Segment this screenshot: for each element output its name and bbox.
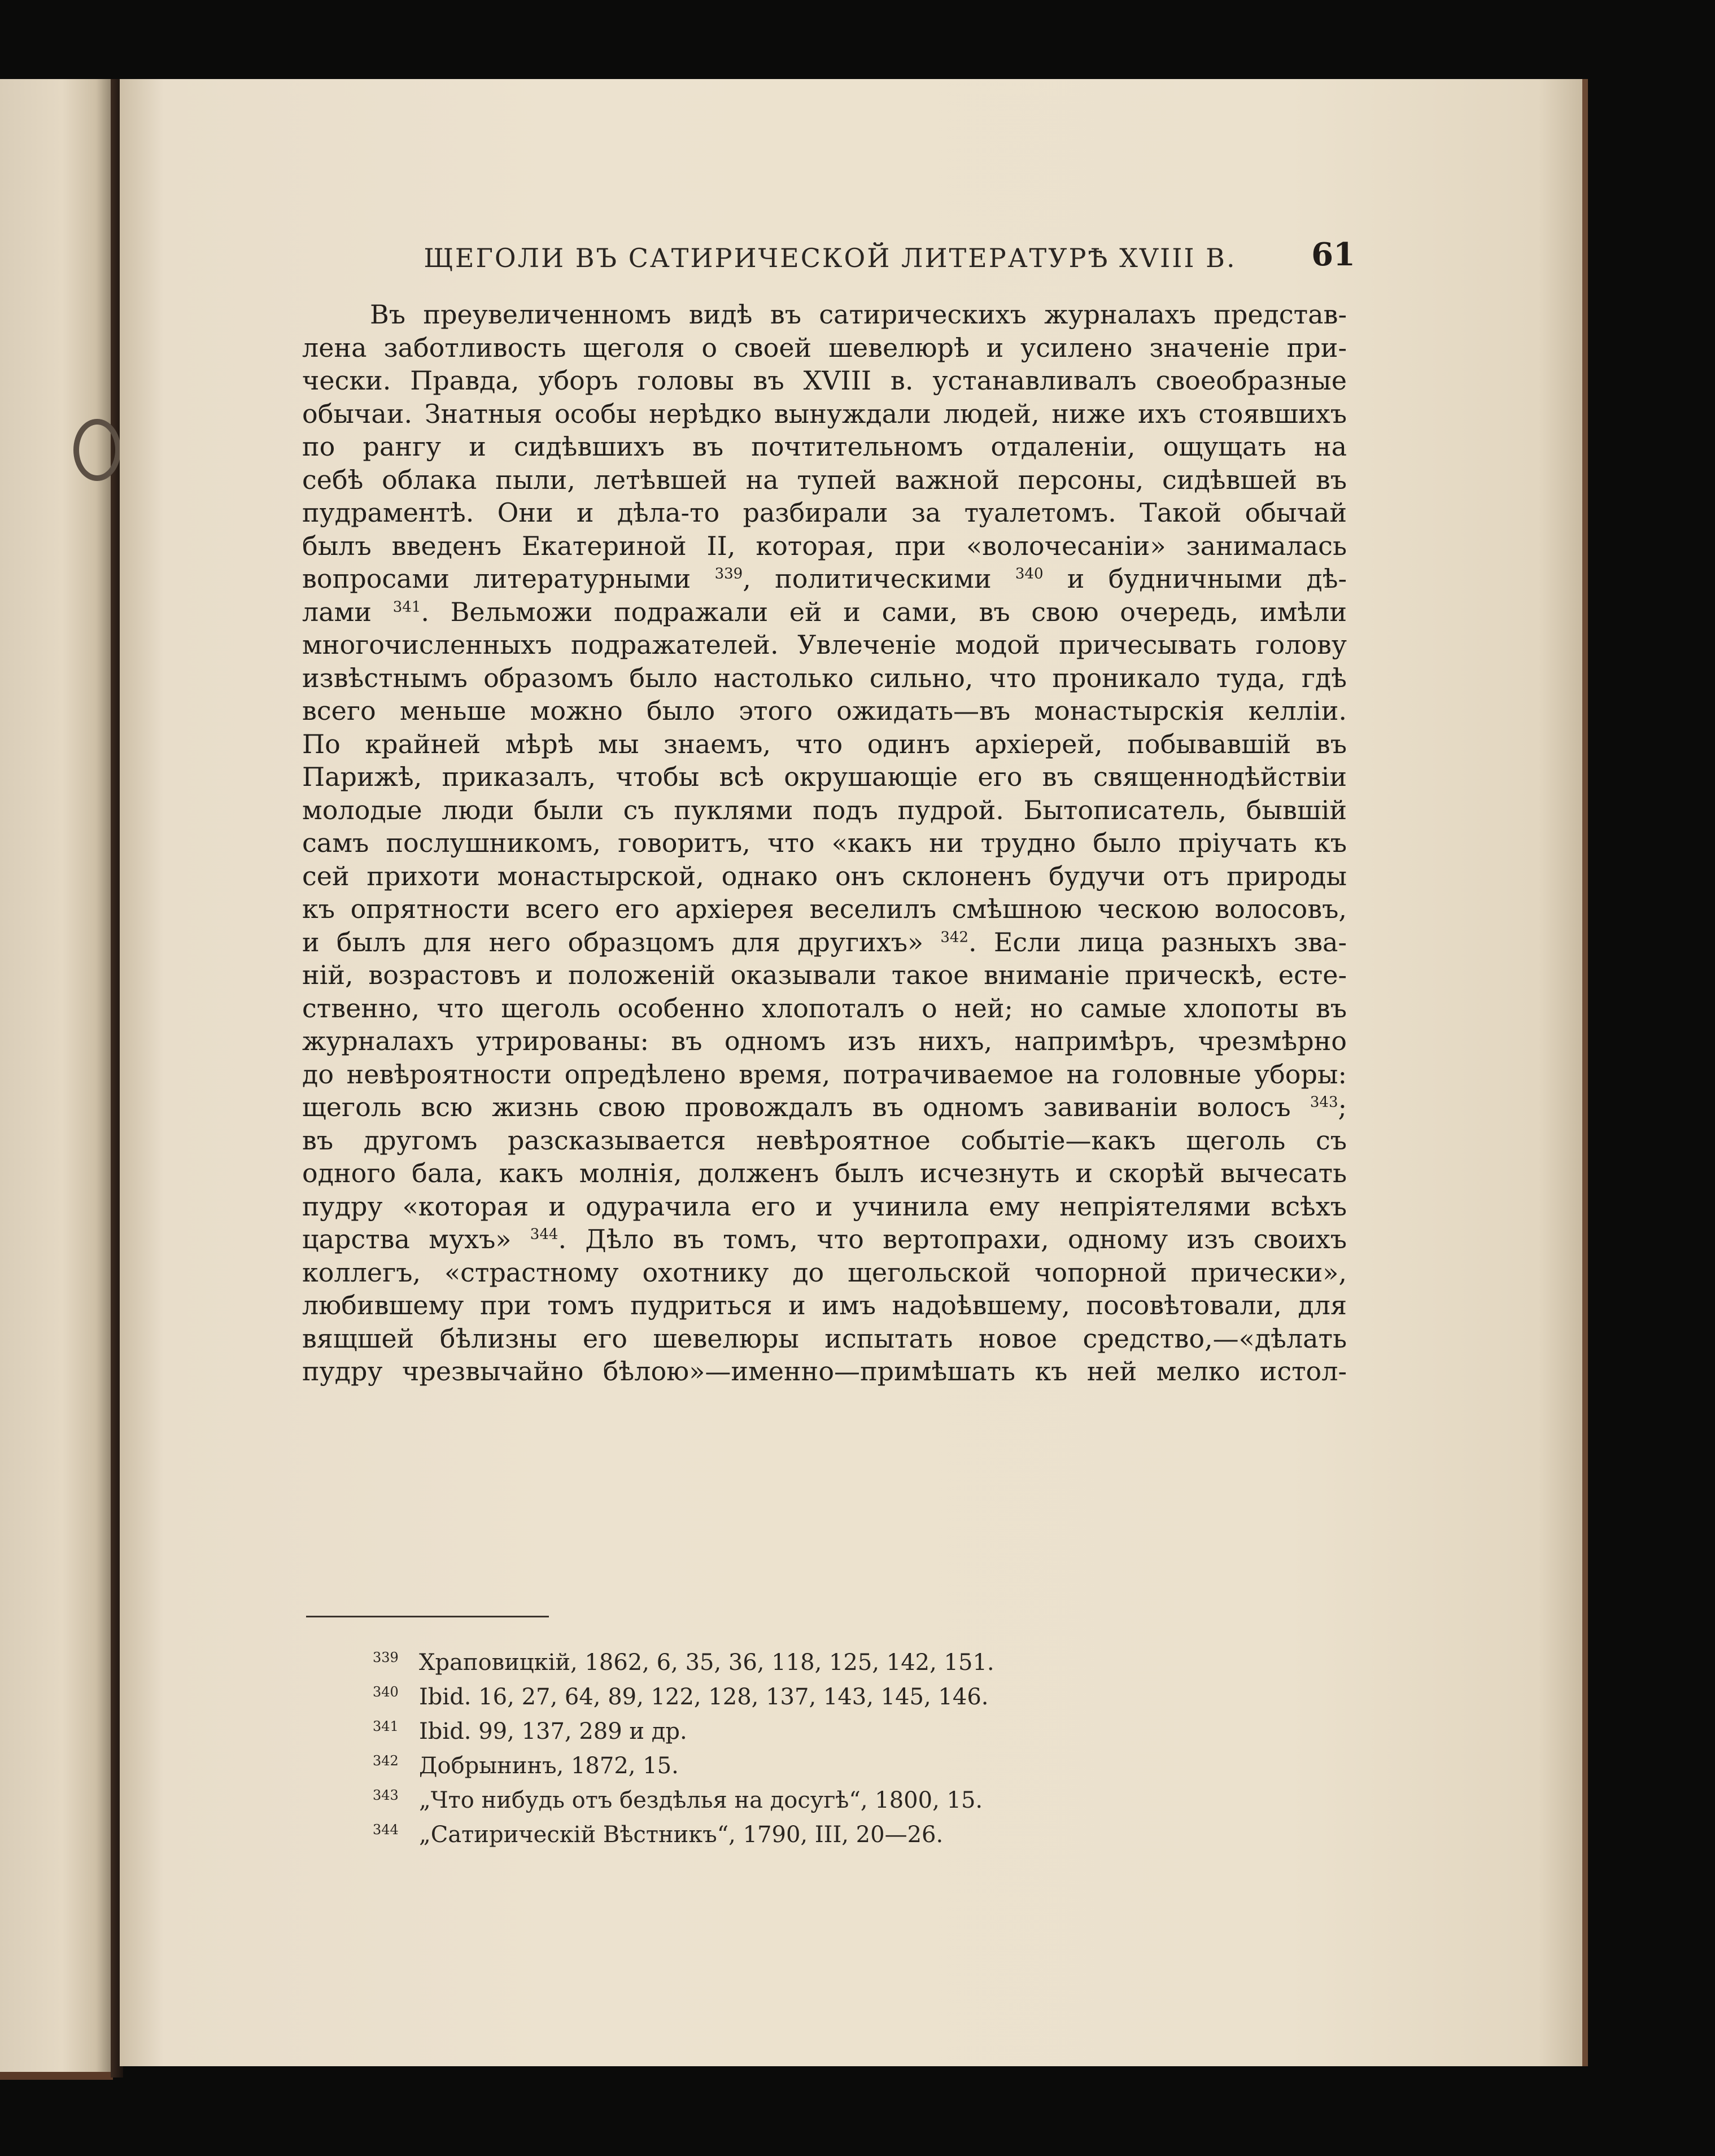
running-head bbox=[316, 243, 1344, 288]
footnote-number: 344 bbox=[373, 1822, 399, 1838]
footnote-number: 339 bbox=[373, 1650, 399, 1665]
text-seg: ; bbox=[1338, 1092, 1347, 1122]
footnote-ref[interactable]: 340 bbox=[1015, 565, 1044, 583]
footnote-number: 341 bbox=[373, 1718, 399, 1734]
text-seg: , политическими bbox=[743, 563, 1015, 594]
text-line: до невѣроятности опредѣлено время, потрачиваемое на головные уборы: bbox=[302, 1059, 1347, 1090]
text-seg: и былъ для него образцомъ для другихъ» bbox=[302, 926, 941, 957]
text-line: къ опрятности всего его архiерея веселилъ смѣшною ческою волосовъ, bbox=[302, 894, 1347, 924]
footnote-text: Храповицкiй, 1862, 6, 35, 36, 118, 125, 142, 151. bbox=[419, 1650, 994, 1676]
text-line: всего меньше можно было этого ожидать—въ монастырскiя келлiи. bbox=[302, 696, 1347, 726]
page-number: 61 bbox=[1311, 236, 1355, 273]
footnote-number: 343 bbox=[373, 1787, 399, 1803]
footnote-ref[interactable]: 344 bbox=[530, 1226, 558, 1243]
text-seg: вопросами литературными bbox=[302, 563, 715, 594]
footnote-text: „Сатирическiй Вѣстникъ“, 1790, III, 20—26. bbox=[419, 1822, 944, 1848]
text-line: извѣстнымъ образомъ было настолько сильно, что проникало туда, гдѣ bbox=[302, 662, 1347, 693]
text-line: самъ послушникомъ, говоритъ, что «какъ ни трудно было прiучать къ bbox=[302, 828, 1347, 858]
text-line-with-refs bbox=[302, 926, 1347, 959]
running-head-title: ЩЕГОЛИ ВЪ САТИРИЧЕСКОЙ ЛИТЕРАТУРѢ XVIII В. bbox=[424, 243, 1237, 273]
footnote-text: Ibid. 16, 27, 64, 89, 122, 128, 137, 143, 145, 146. bbox=[419, 1684, 989, 1710]
text-line: одного бала, какъ молнiя, долженъ былъ исчезнуть и скорѣй вычесать bbox=[302, 1158, 1347, 1188]
text-line: коллегъ, «страстному охотнику до щегольской чопорной прически», bbox=[302, 1257, 1347, 1288]
text-line: Въ преувеличенномъ видѣ въ сатирическихъ журналахъ представ- bbox=[370, 299, 1347, 330]
text-seg: щеголь всю жизнь свою провождалъ въ одномъ завиванiи волосъ bbox=[302, 1092, 1310, 1122]
binding-ring bbox=[73, 419, 121, 481]
text-line: пудру чрезвычайно бѣлою»—именно—примѣшать къ ней мелко истол- bbox=[302, 1356, 1347, 1387]
footnote-text: „Что нибудь отъ бездѣлья на досугѣ“, 1800, 15. bbox=[419, 1787, 983, 1813]
text-line: въ другомъ разсказывается невѣроятное событiе—какъ щеголь съ bbox=[302, 1125, 1347, 1156]
footnote-ref[interactable]: 343 bbox=[1310, 1094, 1338, 1111]
text-seg: . Если лица разныхъ зва- bbox=[968, 926, 1347, 957]
text-line: пудру «которая и одурачила его и учинила ему непрiятелями всѣхъ bbox=[302, 1191, 1347, 1222]
text-line: По крайней мѣрѣ мы знаемъ, что одинъ архiерей, побывавшiй въ bbox=[302, 728, 1347, 759]
footnotes bbox=[373, 1641, 1333, 1847]
text-line: пудраментѣ. Они и дѣла-то разбирали за туалетомъ. Такой обычай bbox=[302, 497, 1347, 528]
footnote-divider bbox=[306, 1616, 549, 1617]
text-line: ственно, что щеголь особенно хлопоталъ о ней; но самые хлопоты въ bbox=[302, 992, 1347, 1024]
text-line: Парижѣ, приказалъ, чтобы всѣ окрушающiе его въ священнодѣйствiи bbox=[302, 762, 1347, 792]
footnote bbox=[373, 1709, 1333, 1744]
footnote bbox=[373, 1744, 1333, 1778]
text-line-with-refs bbox=[302, 1223, 1347, 1256]
text-line: многочисленныхъ подражателей. Увлеченiе модой причесывать голову bbox=[302, 629, 1347, 660]
footnote-ref[interactable]: 339 bbox=[714, 565, 743, 583]
footnote-text: Ibid. 99, 137, 289 и др. bbox=[419, 1718, 687, 1744]
footnote-number: 342 bbox=[373, 1753, 399, 1769]
footnote-ref[interactable]: 341 bbox=[392, 598, 421, 616]
body-text bbox=[302, 298, 1347, 1388]
text-line: вящшей бѣлизны его шевелюры испытать новое средство,—«дѣлать bbox=[302, 1323, 1347, 1354]
text-line: сей прихоти монастырской, однако онъ склоненъ будучи отъ природы bbox=[302, 860, 1347, 891]
text-line: лена заботливость щеголя о своей шевелюрѣ и усилено значенiе при- bbox=[302, 332, 1347, 363]
footnote-ref[interactable]: 342 bbox=[940, 929, 969, 946]
text-line: по рангу и сидѣвшихъ въ почтительномъ отдаленiи, ощущать на bbox=[302, 431, 1347, 462]
right-page-edge bbox=[1582, 79, 1588, 2066]
text-line-with-refs bbox=[302, 1091, 1347, 1124]
text-line: нiй, возрастовъ и положенiй оказывали такое вниманiе прическѣ, есте- bbox=[302, 960, 1347, 990]
footnote-text: Добрынинъ, 1872, 15. bbox=[419, 1753, 679, 1779]
text-seg: . Вельможи подражали ей и сами, въ свою очередь, имѣли bbox=[421, 596, 1347, 627]
footnote bbox=[373, 1675, 1333, 1709]
footnote-number: 340 bbox=[373, 1684, 399, 1700]
text-line: обычаи. Знатныя особы нерѣдко вынуждали людей, ниже ихъ стоявшихъ bbox=[302, 398, 1347, 429]
text-line: журналахъ утрированы: въ одномъ изъ нихъ, напримѣръ, чрезмѣрно bbox=[302, 1026, 1347, 1056]
footnote bbox=[373, 1641, 1333, 1675]
text-seg: и будничными дѣ- bbox=[1043, 563, 1347, 594]
text-seg: . Дѣло въ томъ, что вертопрахи, одному изъ своихъ bbox=[558, 1224, 1347, 1254]
footnote bbox=[373, 1813, 1333, 1847]
text-line-with-refs bbox=[302, 596, 1347, 629]
left-page-edge bbox=[0, 79, 113, 2080]
text-line: любившему при томъ пудриться и имъ надоѣвшему, посовѣтовали, для bbox=[302, 1290, 1347, 1320]
footnote bbox=[373, 1778, 1333, 1813]
text-line: былъ введенъ Екатериной II, которая, при «волочесанiи» занималась bbox=[302, 530, 1347, 561]
text-line: чески. Правда, уборъ головы въ XVIII в. устанавливалъ своеобразные bbox=[302, 365, 1347, 396]
text-line-with-refs bbox=[302, 562, 1347, 596]
text-line: себѣ облака пыли, летѣвшей на тупей важной персоны, сидѣвшей въ bbox=[302, 464, 1347, 495]
text-seg: царства мухъ» bbox=[302, 1224, 530, 1254]
text-line: молодые люди были съ пуклями подъ пудрой. Бытописатель, бывшiй bbox=[302, 794, 1347, 825]
text-seg: лами bbox=[302, 596, 393, 627]
